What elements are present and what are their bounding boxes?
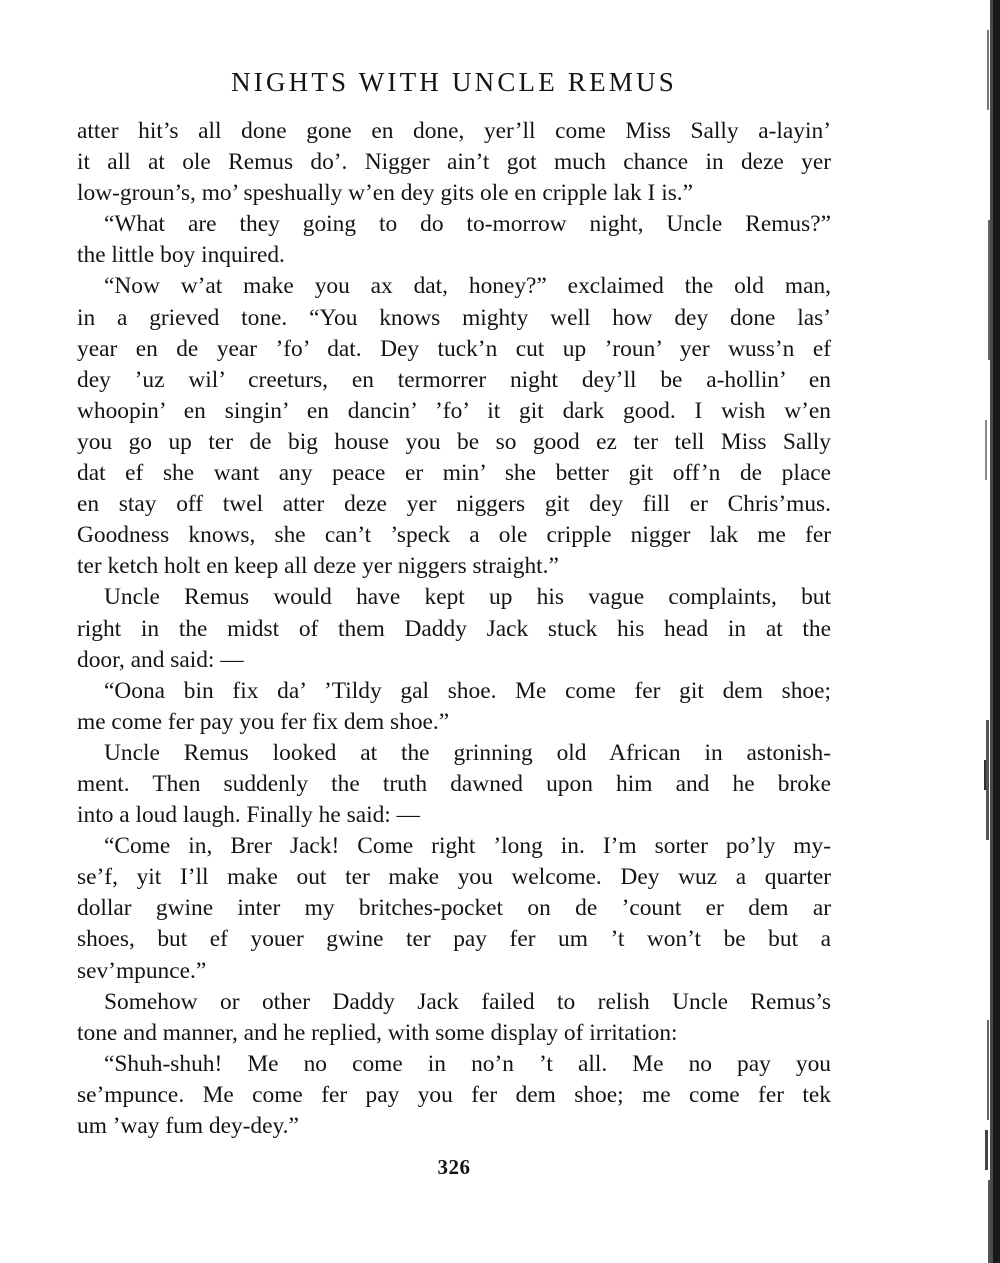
text-line: into a loud laugh. Finally he said: —	[77, 802, 421, 829]
text-line: atter hit’s all done gone en done, yer’ll come Miss Sally a-layin’	[77, 118, 831, 144]
text-line: door, and said: —	[77, 646, 244, 673]
scanned-page-edge	[966, 0, 1000, 1263]
text-line: ter ketch holt en keep all deze yer niggers straight.”	[77, 553, 559, 580]
page-number: 326	[437, 1155, 471, 1179]
paragraph	[77, 987, 831, 1049]
text-line: shoes, but ef youer gwine ter pay fer um ’t won’t be but a	[77, 926, 831, 953]
text-line: Goodness knows, she can’t ’speck a ole cripple nigger lak me fer	[77, 522, 831, 549]
paragraph	[77, 738, 831, 831]
text-line: tone and manner, and he replied, with some display of irritation:	[77, 1019, 678, 1046]
text-line: whoopin’ en singin’ en dancin’ ’fo’ it git dark good. I wish w’en	[77, 397, 831, 424]
text-line: se’f, yit I’ll make out ter make you welcome. Dey wuz a quarter	[77, 864, 831, 891]
text-line: you go up ter de big house you be so good ez ter tell Miss Sally	[77, 428, 831, 455]
text-line: “Come in, Brer Jack! Come right ’long in. I’m sorter po’ly my-	[104, 833, 831, 860]
text-line: Somehow or other Daddy Jack failed to relish Uncle Remus’s	[104, 988, 831, 1015]
text-line: um ’way fum dey-dey.”	[77, 1113, 299, 1139]
text-line: “What are they going to do to-morrow night, Uncle Remus?”	[104, 211, 831, 238]
paragraph	[77, 676, 831, 738]
running-head: NIGHTS WITH UNCLE REMUS	[231, 67, 677, 97]
text-line: in a grieved tone. “You knows mighty well how dey done las’	[77, 304, 831, 331]
text-line: the little boy inquired.	[77, 242, 285, 269]
paragraph	[77, 271, 831, 582]
paragraph	[77, 116, 831, 209]
text-line: low-groun’s, mo’ speshually w’en dey gits ole en cripple lak I is.”	[77, 180, 694, 207]
text-line: ment. Then suddenly the truth dawned upon him and he broke	[77, 770, 831, 797]
text-line: “Oona bin fix da’ ’Tildy gal shoe. Me come fer git dem shoe;	[104, 677, 831, 704]
text-line: en stay off twel atter deze yer niggers git dey fill er Chris’mus.	[77, 491, 831, 518]
text-line: Uncle Remus would have kept up his vague complaints, but	[104, 584, 831, 611]
text-line: year en de year ’fo’ dat. Dey tuck’n cut up ’roun’ yer wuss’n ef	[77, 335, 831, 362]
paragraph	[77, 209, 831, 271]
paragraph	[77, 831, 831, 986]
text-line: “Now w’at make you ax dat, honey?” exclaimed the old man,	[104, 273, 831, 300]
text-line: “Shuh-shuh! Me no come in no’n ’t all. Me no pay you	[104, 1050, 831, 1077]
text-line: se’mpunce. Me come fer pay you fer dem shoe; me come fer tek	[77, 1081, 831, 1108]
paragraph	[77, 582, 831, 675]
body-text	[77, 116, 831, 1142]
text-line: dey ’uz wil’ creeturs, en termorrer night dey’ll be a-hollin’ en	[77, 366, 831, 393]
text-line: sev’mpunce.”	[77, 957, 207, 984]
text-line: dat ef she want any peace er min’ she better git off’n de place	[77, 460, 831, 487]
text-line: right in the midst of them Daddy Jack stuck his head in at the	[77, 615, 831, 642]
text-line: Uncle Remus looked at the grinning old African in astonish-	[104, 739, 831, 766]
paragraph	[77, 1049, 831, 1142]
text-line: me come fer pay you fer fix dem shoe.”	[77, 708, 450, 735]
text-line: dollar gwine inter my britches-pocket on de ’count er dem ar	[77, 895, 831, 922]
text-line: it all at ole Remus do’. Nigger ain’t got much chance in deze yer	[77, 149, 831, 176]
